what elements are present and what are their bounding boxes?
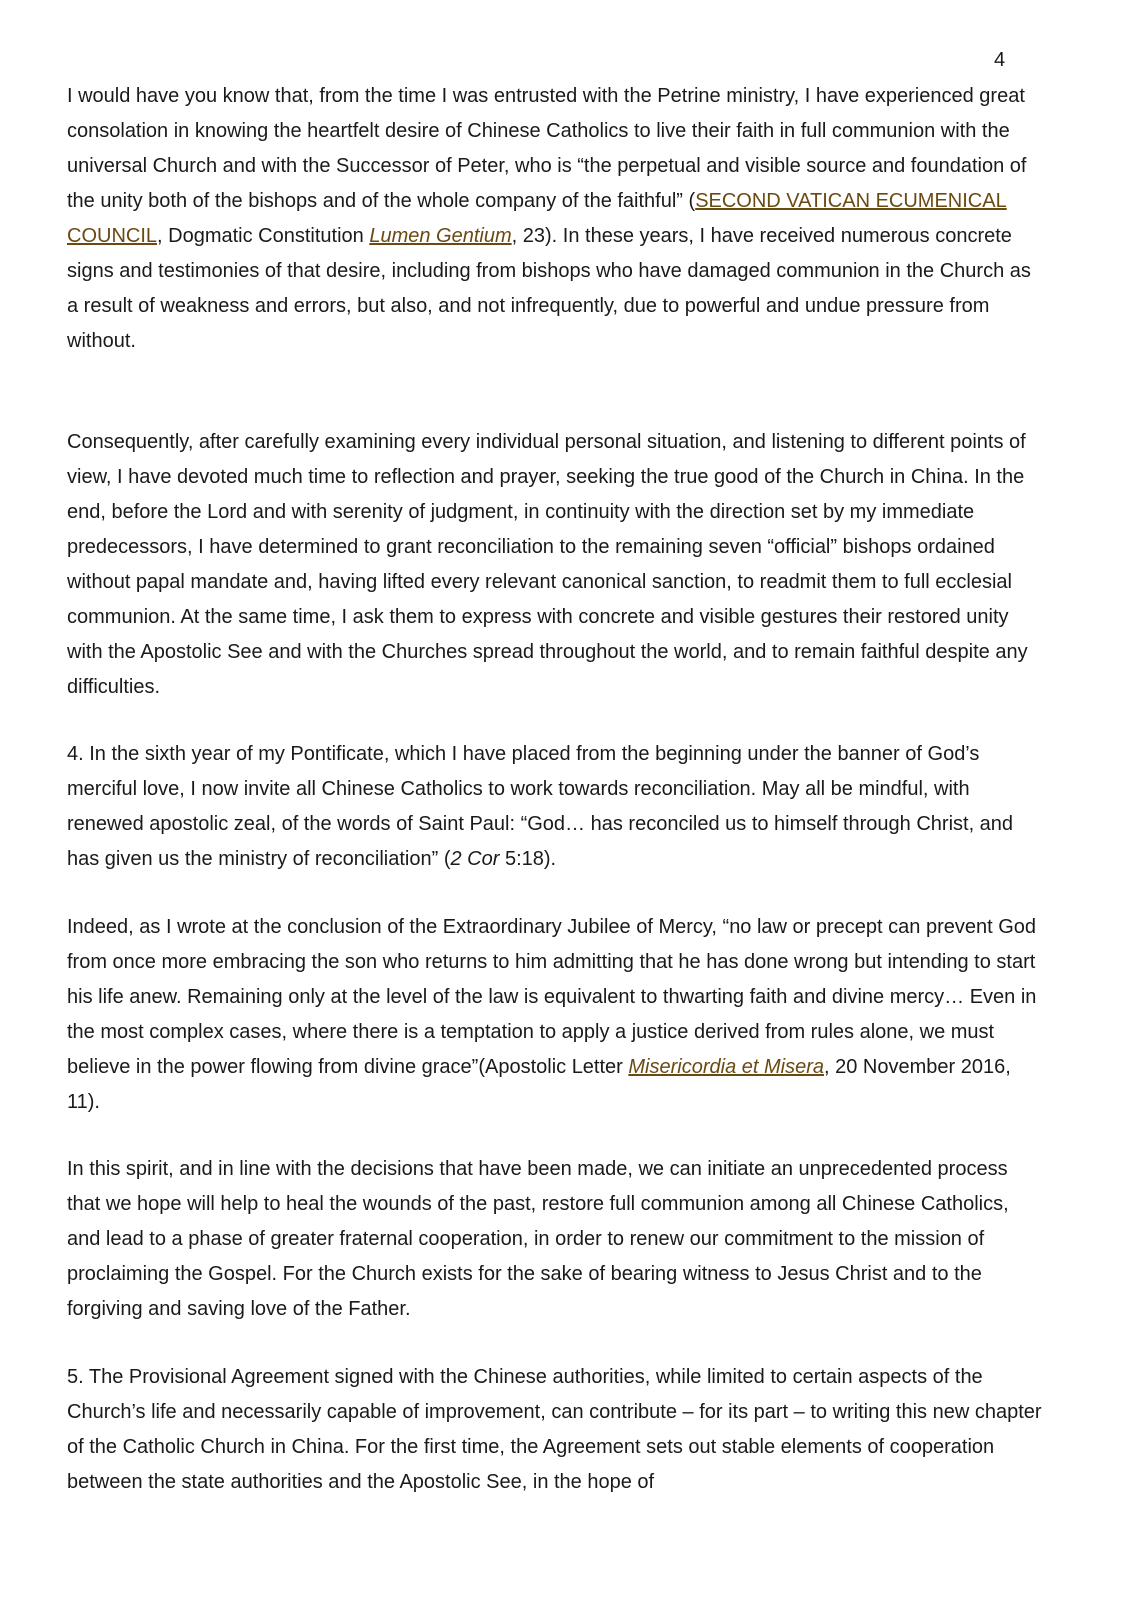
link-lumen-gentium[interactable]: Lumen Gentium [369,225,512,247]
paragraph-text: , 20 November 2016, 11). [67,1056,1011,1113]
paragraph-reconciliation-bishops [67,425,1042,705]
paragraph-text: 5:18). [499,848,557,870]
paragraph-petrine-ministry [67,79,1042,359]
paragraph-jubilee-of-mercy [67,910,1042,1120]
paragraph-section-4 [67,737,1042,877]
paragraph-text: , 23). In these years, I have received numerous concrete signs and testimonies of that desire, including from bishops who have damaged communion in the Church as a result of weakness and errors, but also, and not infrequently, due to powerful and undue pressure from without. [67,225,1031,352]
link-second-vatican-council[interactable]: SECOND VATICAN ECUMENICAL COUNCIL [67,190,1007,247]
paragraph-text: Indeed, as I wrote at the conclusion of the Extraordinary Jubilee of Mercy, “no law or precept can prevent God from once more embracing the son who returns to him admitting that he has done wrong but intending to start his life anew. Remaining only at the level of the law is equivalent to thwarting faith and divine mercy… Even in the most complex cases, where there is a temptation to apply a justice derived from rules alone, we must believe in the power flowing from divine grace”(Apostolic Letter [67,916,1037,1078]
paragraph-section-5 [67,1360,1042,1500]
citation-2-cor: 2 Cor [450,848,500,870]
page-number: 4 [994,49,1006,71]
paragraph-text: In this spirit, and in line with the decisions that have been made, we can initiate an unprecedented process that we hope will help to heal the wounds of the past, restore full communion among all Chinese Catholics, and lead to a phase of greater fraternal cooperation, in order to renew our commitment to the mission of proclaiming the Gospel. For the Church exists for the sake of bearing witness to Jesus Christ and to the forgiving and saving love of the Father. [67,1158,1009,1320]
paragraph-text: 5. The Provisional Agreement signed with the Chinese authorities, while limited to certain aspects of the Church’s life and necessarily capable of improvement, can contribute – for its part – to writing this new chapter of the Catholic Church in China. For the first time, the Agreement sets out stable elements of cooperation between the state authorities and the Apostolic See, in the hope of [67,1366,1042,1493]
paragraph-text: , Dogmatic Constitution [157,225,370,247]
paragraph-text: 4. In the sixth year of my Pontificate, which I have placed from the beginning under the banner of God’s merciful love, I now invite all Chinese Catholics to work towards reconciliation. May all be mindful, with renewed apostolic zeal, of the words of Saint Paul: “God… has reconciled us to himself through Christ, and has given us the ministry of reconciliation” ( [67,743,1014,870]
paragraph-text: I would have you know that, from the time I was entrusted with the Petrine ministry, I have experienced great consolation in knowing the heartfelt desire of Chinese Catholics to live their faith in full communion with the universal Church and with the Successor of Peter, who is “the perpetual and visible source and foundation of the unity both of the bishops and of the whole company of the faithful” ( [67,85,1027,212]
paragraph-text: Consequently, after carefully examining every individual personal situation, and listening to different points of view, I have devoted much time to reflection and prayer, seeking the true good of the Church in China. In the end, before the Lord and with serenity of judgment, in continuity with the direction set by my immediate predecessors, I have determined to grant reconciliation to the remaining seven “official” bishops ordained without papal mandate and, having lifted every relevant canonical sanction, to readmit them to full ecclesial communion. At the same time, I ask them to express with concrete and visible gestures their restored unity with the Apostolic See and with the Churches spread throughout the world, and to remain faithful despite any difficulties. [67,431,1028,698]
link-misericordia-et-misera[interactable]: Misericordia et Misera [628,1056,824,1078]
paragraph-in-this-spirit [67,1152,1042,1327]
